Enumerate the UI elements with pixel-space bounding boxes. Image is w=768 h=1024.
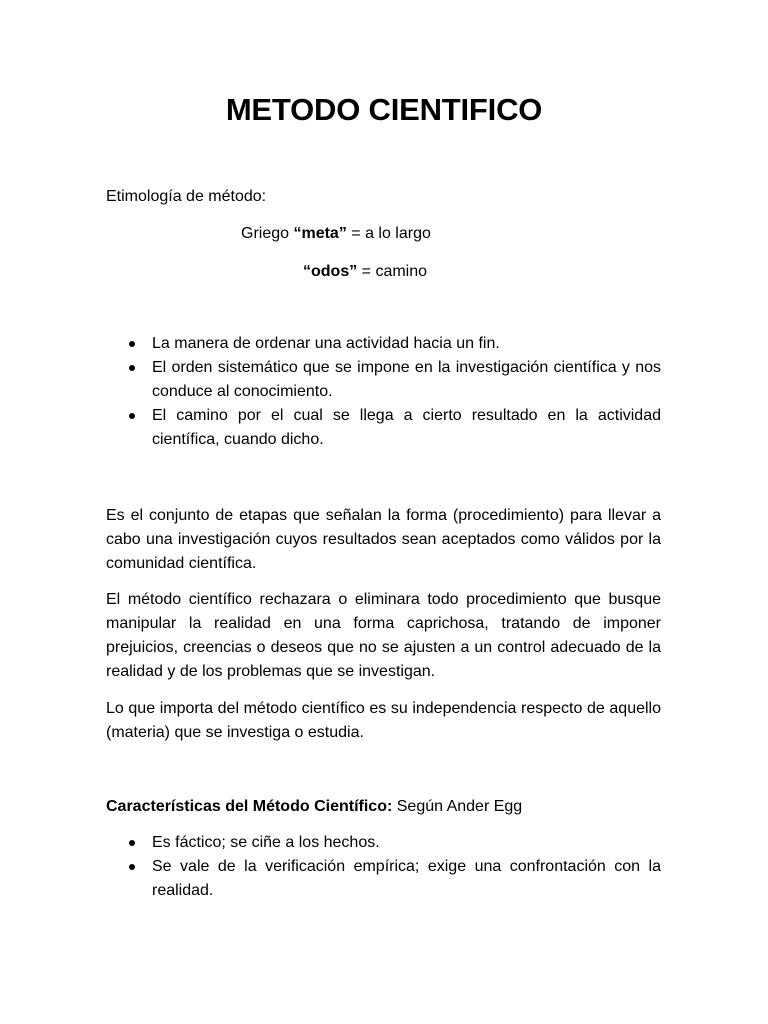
greek-prefix: Griego	[241, 225, 294, 242]
bullet-icon	[129, 864, 135, 870]
list-item-text: Se vale de la verificación empírica; exige una confrontación con la realidad.	[152, 858, 661, 899]
characteristics-author: Según Ander Egg	[392, 798, 523, 815]
bullet-icon	[129, 365, 135, 371]
list-item	[106, 855, 661, 903]
list-item-text: Es fáctico; se ciñe a los hechos.	[152, 834, 380, 851]
etymology-label: Etimología de método:	[106, 188, 267, 205]
bullet-icon	[129, 413, 135, 419]
definition-meta: = a lo largo	[346, 225, 431, 242]
document-title: METODO CIENTIFICO	[225, 92, 543, 127]
list-item	[106, 831, 661, 855]
bullet-icon	[129, 840, 135, 846]
definition-odos: = camino	[357, 263, 428, 280]
characteristics-heading-line	[106, 795, 522, 819]
term-meta: “meta”	[293, 225, 347, 242]
list-item	[106, 404, 661, 452]
list-item	[106, 332, 661, 356]
characteristics-heading: Características del Método Científico:	[106, 798, 393, 815]
list-item-text: El orden sistemático que se impone en la investigación científica y nos conduce al conocimiento.	[152, 359, 661, 400]
etymology-odos-line	[303, 260, 427, 284]
paragraph-independence: Lo que importa del método científico es su independencia respecto de aquello (materia) que se investiga o estudia.	[106, 700, 661, 741]
list-item-text: La manera de ordenar una actividad hacia un fin.	[152, 335, 500, 352]
bullet-icon	[129, 341, 135, 347]
list-item-text: El camino por el cual se llega a cierto resultado en la actividad científica, cuando dicho.	[152, 407, 661, 448]
characteristics-bullet-list	[106, 831, 661, 903]
definition-bullet-list	[106, 332, 661, 452]
paragraph-definition: Es el conjunto de etapas que señalan la forma (procedimiento) para llevar a cabo una investigación cuyos resultados sean aceptados como válidos por la comunidad científica.	[106, 507, 661, 572]
list-item	[106, 356, 661, 404]
etymology-meta-line	[241, 222, 431, 246]
paragraph-rejection: El método científico rechazara o eliminara todo procedimiento que busque manipular la realidad en una forma caprichosa, tratando de imponer prejuicios, creencias o deseos que no se ajusten a un control adecuado de la realidad y de los problemas que se investigan.	[106, 591, 661, 680]
term-odos: “odos”	[303, 263, 358, 280]
